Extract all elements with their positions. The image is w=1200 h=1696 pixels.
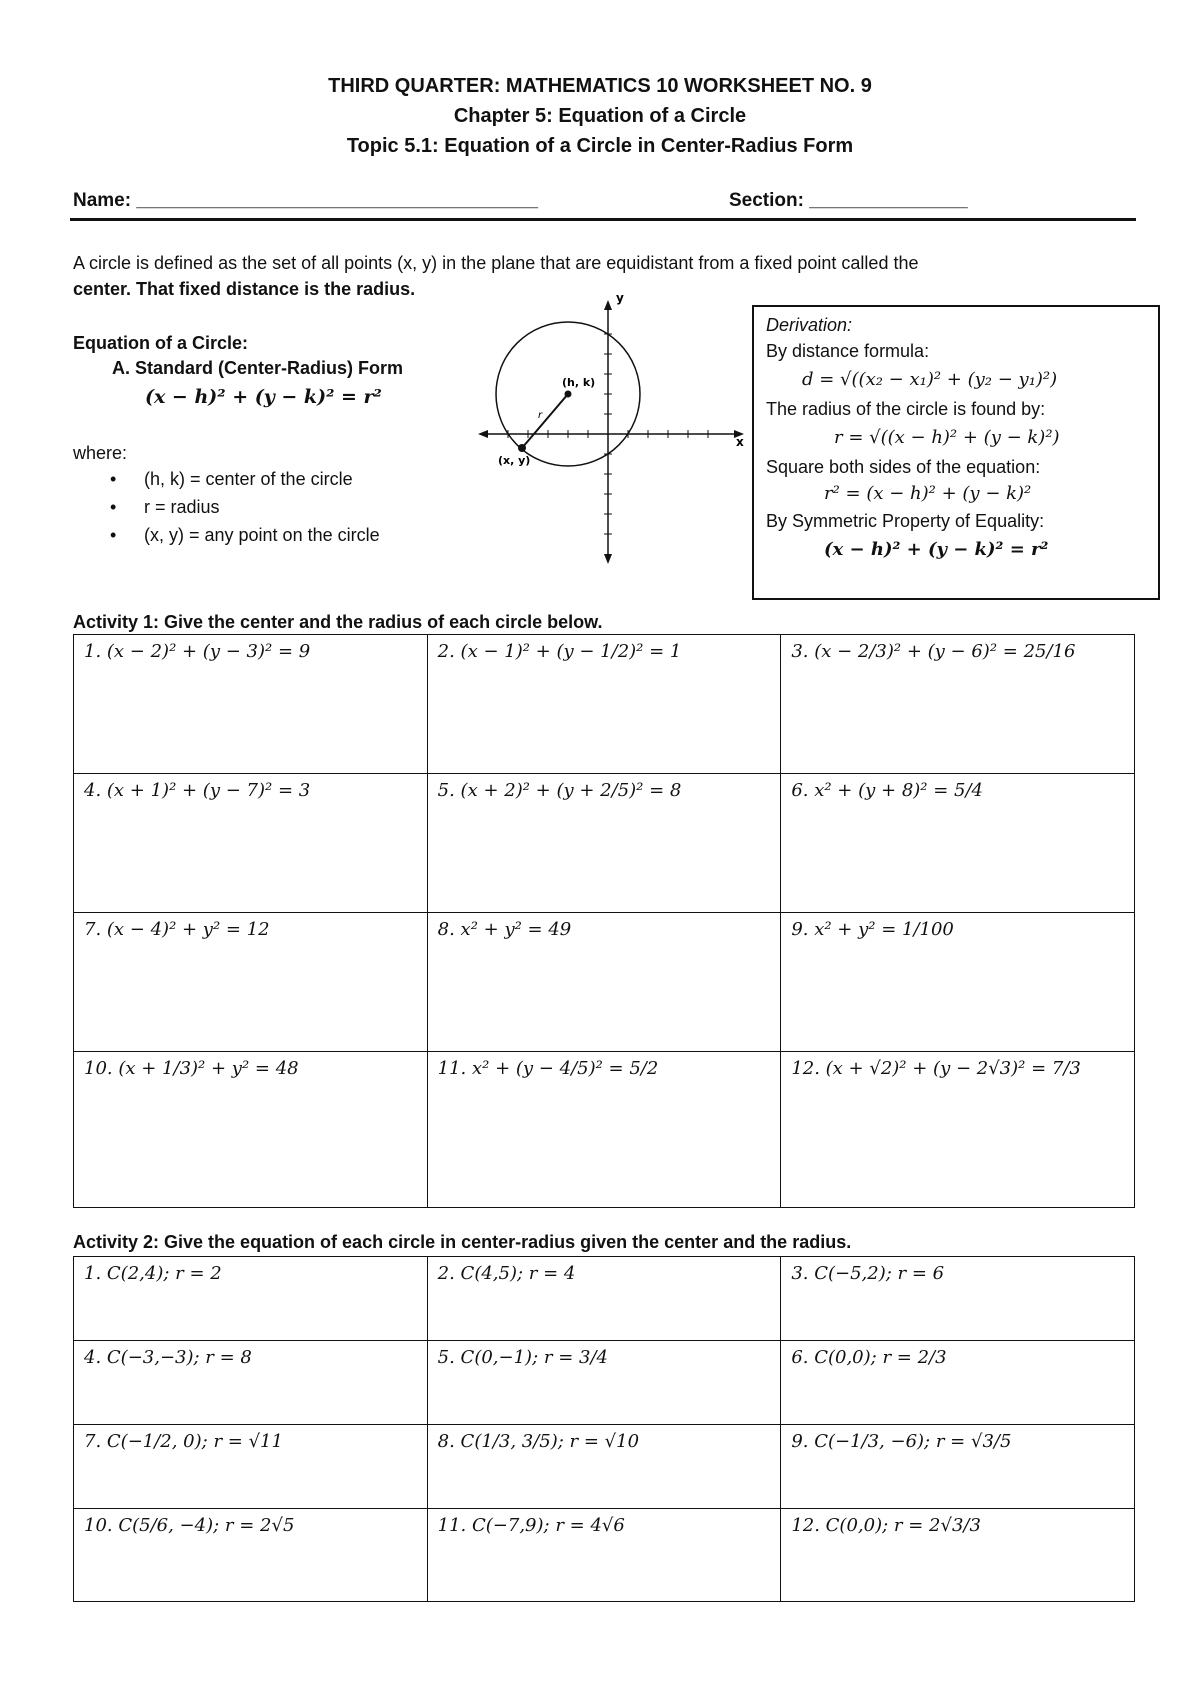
worksheet-title: THIRD QUARTER: MATHEMATICS 10 WORKSHEET NO. 9 (328, 75, 872, 97)
distance-formula: d = √((x₂ − x₁)² + (y₂ − y₁)²) (802, 369, 1058, 390)
circle-graph (478, 292, 748, 568)
activity1-title: Activity 1: Give the center and the radius of each circle below. (73, 612, 603, 632)
activity2-item-2: 2. C(4,5); r = 4 (427, 1257, 781, 1341)
table-row (74, 1425, 1135, 1509)
chapter-title: Chapter 5: Equation of a Circle (453, 105, 747, 127)
derivation-title: Derivation: (766, 315, 853, 335)
y-axis-down-arrow-icon (604, 554, 612, 564)
definition-line-1: A circle is defined as the set of all points (x, y) in the plane that are equidistant from a fixed point called the (73, 253, 919, 273)
radius-formula: r = √((x − h)² + (y − k)²) (834, 427, 1060, 448)
activity1-table (73, 634, 1135, 1208)
center-label: (h, k) (562, 376, 596, 389)
activity1-item-8: 8. x² + y² = 49 (427, 913, 781, 1052)
derivation-line-5: Square both sides of the equation: (766, 457, 1041, 477)
activity1-item-10: 10. (x + 1/3)² + y² = 48 (74, 1052, 428, 1208)
activity1-item-7: 7. (x − 4)² + y² = 12 (74, 913, 428, 1052)
radius-segment (522, 394, 568, 448)
header-divider (70, 218, 1136, 221)
activity1-item-12: 12. (x + √2)² + (y − 2√3)² = 7/3 (781, 1052, 1135, 1208)
activity1-item-5: 5. (x + 2)² + (y + 2/5)² = 8 (427, 774, 781, 913)
activity2-item-9: 9. C(−1/3, −6); r = √3/5 (781, 1425, 1135, 1509)
equation-heading: Equation of a Circle: (73, 333, 249, 353)
activity2-table (73, 1256, 1135, 1602)
activity1-item-3: 3. (x − 2/3)² + (y − 6)² = 25/16 (781, 635, 1135, 774)
activity2-item-5: 5. C(0,−1); r = 3/4 (427, 1341, 781, 1425)
activity1-item-4: 4. (x + 1)² + (y − 7)² = 3 (74, 774, 428, 913)
activity2-item-10: 10. C(5/6, −4); r = 2√5 (74, 1509, 428, 1602)
activity2-item-11: 11. C(−7,9); r = 4√6 (427, 1509, 781, 1602)
table-row (74, 1257, 1135, 1341)
x-axis-left-arrow-icon (478, 430, 488, 438)
circle-point (518, 444, 526, 452)
table-row (74, 1052, 1135, 1208)
x-axis-label: x (736, 435, 744, 449)
derivation-line-7: By Symmetric Property of Equality: (766, 511, 1045, 531)
standard-equation: (x − h)² + (y − k)² = r² (145, 386, 382, 408)
bullet-radius: • r = radius (110, 497, 220, 517)
activity1-item-1: 1. (x − 2)² + (y − 3)² = 9 (74, 635, 428, 774)
activity2-item-8: 8. C(1/3, 3/5); r = √10 (427, 1425, 781, 1509)
activity2-item-6: 6. C(0,0); r = 2/3 (781, 1341, 1135, 1425)
name-field: Name: ______________________________________ (73, 190, 538, 211)
derivation-line-3: The radius of the circle is found by: (766, 399, 1046, 419)
y-axis-label: y (616, 292, 624, 305)
activity2-title: Activity 2: Give the equation of each circle in center-radius given the center and the radius. (73, 1232, 852, 1252)
table-row (74, 1341, 1135, 1425)
derivation-box (752, 305, 1160, 600)
activity2-item-7: 7. C(−1/2, 0); r = √11 (74, 1425, 428, 1509)
table-row (74, 1509, 1135, 1602)
activity2-item-12: 12. C(0,0); r = 2√3/3 (781, 1509, 1135, 1602)
table-row (74, 913, 1135, 1052)
bullet-center: • (h, k) = center of the circle (110, 469, 353, 489)
activity2-item-4: 4. C(−3,−3); r = 8 (74, 1341, 428, 1425)
where-label: where: (73, 443, 128, 463)
final-formula: (x − h)² + (y − k)² = r² (824, 539, 1049, 560)
activity2-item-3: 3. C(−5,2); r = 6 (781, 1257, 1135, 1341)
bullet-point: • (x, y) = any point on the circle (110, 525, 380, 545)
derivation-line-1: By distance formula: (766, 341, 930, 361)
activity2-item-1: 1. C(2,4); r = 2 (74, 1257, 428, 1341)
activity1-item-2: 2. (x − 1)² + (y − 1/2)² = 1 (427, 635, 781, 774)
section-field: Section: _______________ (729, 190, 968, 211)
center-point (565, 391, 572, 398)
squared-formula: r² = (x − h)² + (y − k)² (824, 483, 1032, 504)
definition-line-2: center. That fixed distance is the radius. (73, 279, 416, 299)
radius-label: r (538, 410, 543, 421)
activity1-item-6: 6. x² + (y + 8)² = 5/4 (781, 774, 1135, 913)
table-row (74, 635, 1135, 774)
table-row (74, 774, 1135, 913)
activity1-item-9: 9. x² + y² = 1/100 (781, 913, 1135, 1052)
standard-form-label: A. Standard (Center-Radius) Form (112, 358, 404, 378)
y-axis-arrow-icon (604, 300, 612, 310)
point-label: (x, y) (498, 454, 531, 467)
topic-title: Topic 5.1: Equation of a Circle in Center-Radius Form (346, 135, 854, 157)
activity1-item-11: 11. x² + (y − 4/5)² = 5/2 (427, 1052, 781, 1208)
